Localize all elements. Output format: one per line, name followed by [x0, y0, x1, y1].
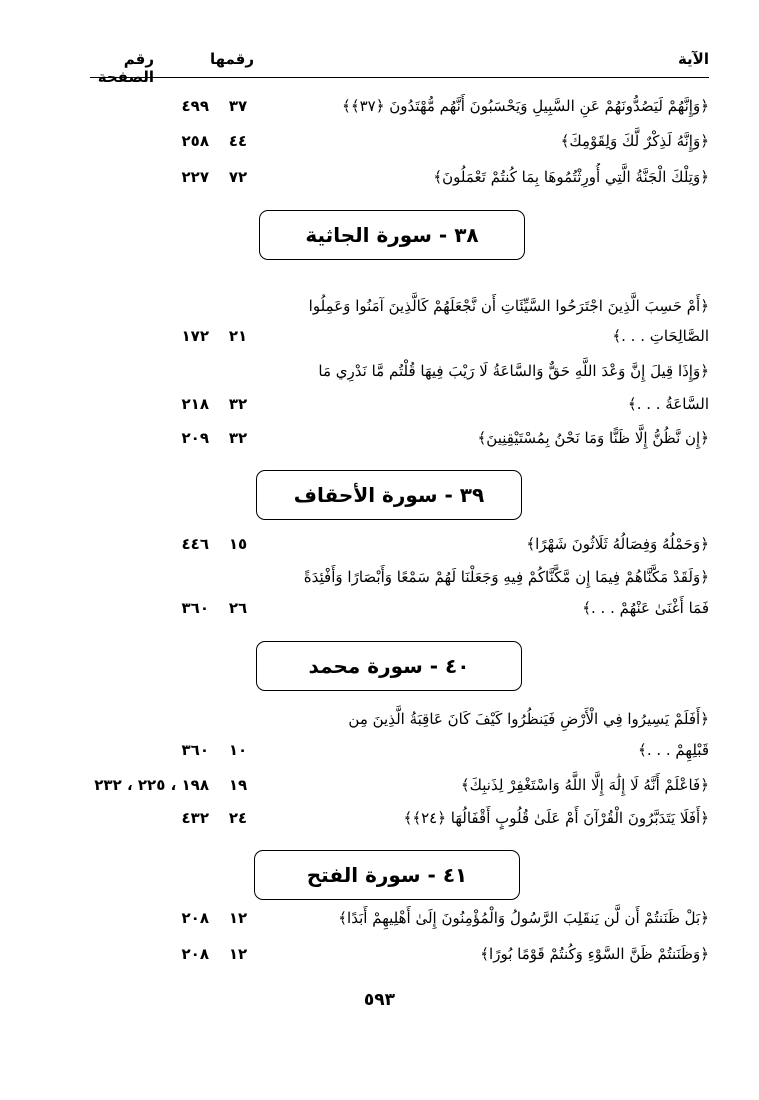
- verse-text: ﴿وَإِذَا قِيلَ إِنَّ وَعْدَ اللَّهِ حَقٌّ وَالسَّاعَةُ لَا رَيْبَ فِيهَا قُلْتُم مَّا نَدْرِي مَا: [318, 362, 709, 380]
- verse-text: فَمَا أَغْنَىٰ عَنْهُمْ . . .﴾: [582, 599, 709, 617]
- surah-title: ٣٨ - سورة الجاثية: [305, 223, 479, 247]
- surah-title: ٣٩ - سورة الأحقاف: [293, 483, 485, 507]
- page-ref: ٤٤٦: [181, 535, 209, 553]
- verse-number: ٢٤: [228, 809, 248, 827]
- verse-text: ﴿أَفَلَمْ يَسِيرُوا فِي الْأَرْضِ فَيَنظُرُوا كَيْفَ كَانَ عَاقِبَةُ الَّذِينَ مِن: [348, 710, 709, 728]
- verse-number: ٧٢: [228, 168, 248, 186]
- surah-title-box: [254, 850, 520, 900]
- verse-number: ١٢: [228, 909, 248, 927]
- page-ref: ٤٣٢: [181, 809, 209, 827]
- verse-line: [90, 292, 709, 320]
- table-row: [90, 390, 709, 418]
- verse-number: ١٢: [228, 945, 248, 963]
- verse-text: ﴿وَإِنَّهُ لَذِكْرٌ لَّكَ وَلِقَوْمِكَ﴾: [560, 132, 709, 150]
- surah-title-box: [256, 641, 522, 691]
- verse-text: ﴿وَلَقَدْ مَكَّنَّاهُمْ فِيمَا إِن مَّكَّنَّاكُمْ فِيهِ وَجَعَلْنَا لَهُمْ سَمْعًا وَأَبْصَارًا وَأَفْئِدَةً: [303, 568, 709, 586]
- table-row: [90, 127, 709, 155]
- page-ref: ١٩٨ ، ٢٢٥ ، ٢٣٢: [94, 776, 209, 794]
- verse-line: [90, 357, 709, 385]
- page-ref: ٢٠٨: [181, 945, 209, 963]
- page-ref: ١٧٢: [181, 327, 209, 345]
- verse-number: ١٠: [228, 741, 248, 759]
- page-ref: ٤٩٩: [181, 97, 209, 115]
- page-ref: ٣٦٠: [181, 741, 209, 759]
- table-row: [90, 163, 709, 191]
- verse-number: ٣٢: [228, 395, 248, 413]
- verse-text: الصَّالِحَاتِ . . .﴾: [612, 327, 709, 345]
- verse-text: ﴿إِن نَّظُنُّ إِلَّا ظَنًّا وَمَا نَحْنُ بِمُسْتَيْقِنِينَ﴾: [477, 429, 709, 447]
- header-ayah: الآية: [677, 50, 709, 68]
- table-row: [90, 424, 709, 452]
- header-rule: [90, 77, 709, 78]
- verse-text: السَّاعَةُ . . .﴾: [627, 395, 709, 413]
- table-row: [90, 904, 709, 932]
- table-row: [90, 771, 709, 799]
- verse-text: ﴿أَفَلَا يَتَدَبَّرُونَ الْقُرْآنَ أَمْ عَلَىٰ قُلُوبٍ أَقْفَالُهَا ﴿٢٤﴾﴾: [403, 809, 709, 827]
- page-ref: ٢١٨: [181, 395, 209, 413]
- table-header: [90, 50, 709, 86]
- surah-title-box: [259, 210, 525, 260]
- verse-text: ﴿فَاعْلَمْ أَنَّهُ لَا إِلَٰهَ إِلَّا اللَّهُ وَاسْتَغْفِرْ لِذَنبِكَ﴾: [460, 776, 709, 794]
- table-row: [90, 92, 709, 120]
- header-page-number: رقم الصفحة: [97, 50, 154, 86]
- verse-number: ٢٦: [228, 599, 248, 617]
- verse-number: ٤٤: [228, 132, 248, 150]
- page-ref: ٣٦٠: [181, 599, 209, 617]
- verse-number: ٣٢: [228, 429, 248, 447]
- verse-number: ١٥: [228, 535, 248, 553]
- verse-text: ﴿وَظَنَنتُمْ ظَنَّ السَّوْءِ وَكُنتُمْ قَوْمًا بُورًا﴾: [480, 945, 709, 963]
- verse-number: ٢١: [228, 327, 248, 345]
- table-row: [90, 322, 709, 350]
- table-row: [90, 530, 709, 558]
- verse-line: [90, 563, 709, 591]
- header-verse-number: رقمها: [209, 50, 254, 68]
- surah-title: ٤٠ - سورة محمد: [308, 654, 470, 678]
- table-row: [90, 736, 709, 764]
- verse-line: [90, 705, 709, 733]
- table-row: [90, 594, 709, 622]
- verse-text: ﴿أَمْ حَسِبَ الَّذِينَ اجْتَرَحُوا السَّيِّئَاتِ أَن نَّجْعَلَهُمْ كَالَّذِينَ آمَنُوا وَعَمِلُوا: [308, 297, 709, 315]
- verse-text: قَبْلِهِمْ . . .﴾: [638, 741, 709, 759]
- verse-text: ﴿بَلْ ظَنَنتُمْ أَن لَّن يَنقَلِبَ الرَّسُولُ وَالْمُؤْمِنُونَ إِلَىٰ أَهْلِيهِمْ أَبَدًا﴾: [338, 909, 709, 927]
- verse-text: ﴿وَتِلْكَ الْجَنَّةُ الَّتِي أُورِثْتُمُوهَا بِمَا كُنتُمْ تَعْمَلُونَ﴾: [433, 168, 709, 186]
- verse-text: ﴿وَحَمْلُهُ وَفِصَالُهُ ثَلَاثُونَ شَهْرًا﴾: [526, 535, 709, 553]
- surah-title: ٤١ - سورة الفتح: [306, 863, 468, 887]
- verse-text: ﴿وَإِنَّهُمْ لَيَصُدُّونَهُمْ عَنِ السَّبِيلِ وَيَحْسَبُونَ أَنَّهُم مُّهْتَدُونَ ﴿٣٧﴾﴾: [342, 97, 709, 115]
- page-ref: ٢٠٩: [181, 429, 209, 447]
- table-row: [90, 804, 709, 832]
- page-ref: ٢٢٧: [181, 168, 209, 186]
- verse-number: ١٩: [228, 776, 248, 794]
- surah-title-box: [256, 470, 522, 520]
- page-ref: ٢٠٨: [181, 909, 209, 927]
- verse-number: ٣٧: [228, 97, 248, 115]
- page-ref: ٢٥٨: [181, 132, 209, 150]
- table-row: [90, 940, 709, 968]
- page-number: ٥٩٣: [363, 990, 396, 1010]
